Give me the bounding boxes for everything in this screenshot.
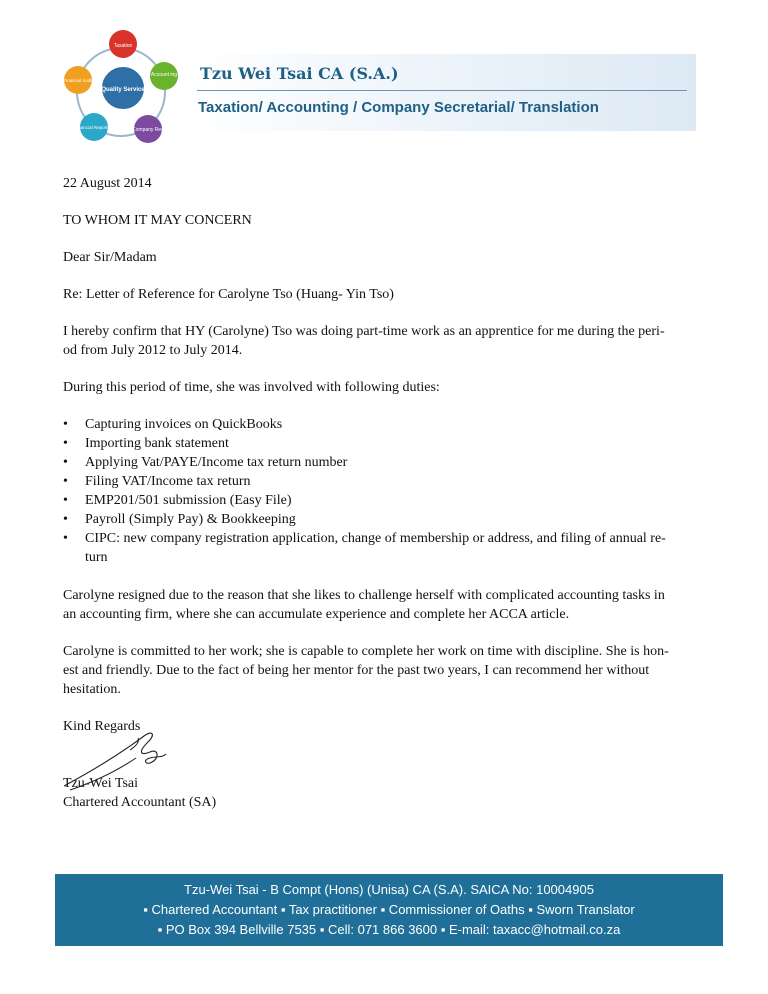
header-divider [197, 90, 687, 91]
letter-paragraph-1 [63, 322, 713, 360]
signer-name: Tzu-Wei Tsai [63, 776, 138, 791]
letter-subject: Re: Letter of Reference for Carolyne Tso (Huang- Yin Tso) [63, 287, 394, 302]
svg-text:Financial Reporting: Financial Reporting [74, 125, 114, 130]
text-line: Carolyne resigned due to the reason that she likes to challenge herself with complicated accounting tasks in [63, 588, 665, 603]
list-item: • Filing VAT/Income tax return [63, 474, 251, 489]
bullet-icon: • [63, 455, 68, 470]
bullet-icon: • [63, 493, 68, 508]
text-line: hesitation. [63, 682, 121, 697]
svg-text:Company Reg: Company Reg [132, 127, 164, 133]
bullet-icon: • [63, 512, 68, 527]
footer-roles: ▪ Chartered Accountant ▪ Tax practitioner ▪ Commissioner of Oaths ▪ Sworn Translator [143, 902, 635, 917]
logo-node-financial-audit [63, 66, 93, 94]
svg-text:Taxation: Taxation [113, 43, 133, 49]
list-item: • EMP201/501 submission (Easy File) [63, 493, 292, 508]
bullet-icon: • [63, 531, 68, 546]
letter-paragraph-4 [63, 642, 713, 699]
list-item: • Applying Vat/PAYE/Income tax return number [63, 455, 348, 470]
list-item: • Payroll (Simply Pay) & Bookkeeping [63, 512, 296, 527]
logo-node-accounting [150, 62, 178, 90]
letter-paragraph-3 [63, 586, 713, 624]
logo-node-taxation [109, 30, 137, 58]
bullet-icon: • [63, 417, 68, 432]
letter-date: 22 August 2014 [63, 176, 152, 191]
firm-services: Taxation/ Accounting / Company Secretarial/ Translation [198, 99, 599, 116]
bullet-icon: • [63, 474, 68, 489]
logo-node-financial-reporting [75, 113, 114, 141]
letter-salutation: Dear Sir/Madam [63, 250, 157, 265]
duties-list [63, 415, 713, 567]
handwritten-signature [60, 724, 170, 796]
letter-closing: Kind Regards [63, 719, 141, 734]
text-line: an accounting firm, where she can accumulate experience and complete her ACCA article. [63, 607, 570, 622]
signer-title: Chartered Accountant (SA) [63, 795, 217, 810]
list-item: • CIPC: new company registration application, change of membership or address, and filing of annual re- turn [63, 531, 666, 565]
letter-paragraph-2: During this period of time, she was involved with following duties: [63, 380, 440, 395]
text-line: est and friendly. Due to the fact of being her mentor for the past two years, I can recommend her without [63, 663, 650, 678]
text-line: I hereby confirm that HY (Carolyne) Tso was doing part-time work as an apprentice for me during the peri- [63, 324, 665, 339]
logo-node-company-reg [132, 115, 164, 143]
svg-text:Account ing: Account ing [150, 72, 178, 78]
svg-text:Quality Service: Quality Service [101, 87, 145, 93]
letter-recipient: TO WHOM IT MAY CONCERN [63, 213, 252, 228]
firm-name: Tzu Wei Tsai CA (S.A.) [200, 64, 399, 83]
bullet-icon: • [63, 436, 68, 451]
company-logo [56, 26, 186, 154]
footer-credentials: Tzu-Wei Tsai - B Compt (Hons) (Unisa) CA (S.A). SAICA No: 10004905 [184, 882, 594, 897]
footer-contact: ▪ PO Box 394 Bellville 7535 ▪ Cell: 071 866 3600 ▪ E-mail: taxacc@hotmail.co.za [157, 922, 621, 937]
logo-center-quality-service [101, 66, 145, 110]
letter-body [63, 174, 713, 812]
svg-text:Financial Audit: Financial Audit [63, 78, 93, 83]
list-item: • Importing bank statement [63, 436, 229, 451]
list-item: • Capturing invoices on QuickBooks [63, 417, 283, 432]
text-line: Carolyne is committed to her work; she is capable to complete her work on time with discipline. She is hon- [63, 644, 669, 659]
footer-bar [55, 874, 723, 946]
text-line: od from July 2012 to July 2014. [63, 343, 243, 358]
